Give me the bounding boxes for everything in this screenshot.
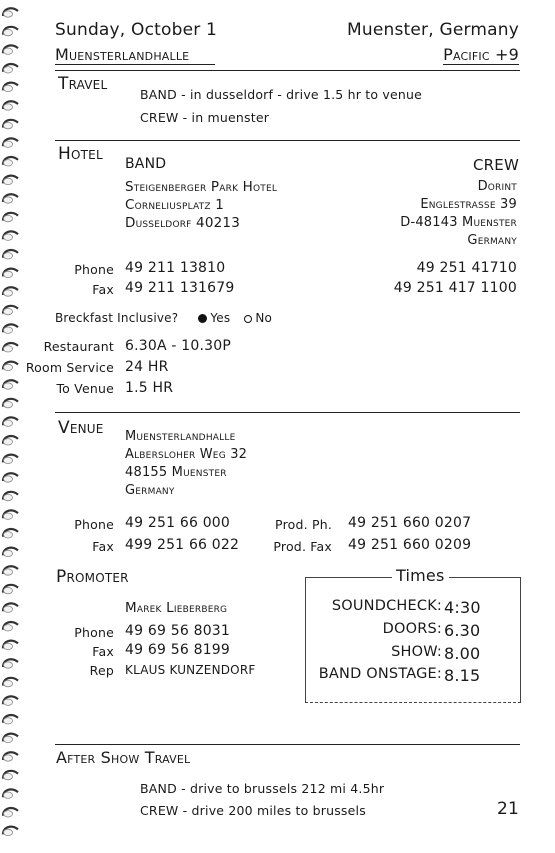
breakfast-yes-option[interactable] bbox=[198, 311, 230, 325]
spiral-hole bbox=[4, 271, 13, 277]
travel-band-text: in dusseldorf - drive 1.5 hr to venue bbox=[189, 87, 423, 102]
spiral-hole bbox=[4, 401, 13, 407]
spiral-hole bbox=[4, 346, 13, 352]
spiral-hole bbox=[4, 364, 13, 370]
spiral-hole bbox=[4, 811, 13, 817]
times-title: Times bbox=[392, 566, 449, 585]
spiral-hole bbox=[4, 29, 13, 35]
breakfast-question bbox=[55, 311, 272, 325]
after-show-title: After Show Travel bbox=[56, 748, 191, 767]
times-row-band-onstage bbox=[306, 666, 520, 688]
band-onstage-label: BAND ONSTAGE: bbox=[318, 666, 442, 682]
venue-prod-phone: 49 251 660 0207 bbox=[348, 515, 472, 531]
spiral-hole bbox=[4, 829, 13, 835]
spiral-hole bbox=[4, 160, 13, 166]
venue-address-country: Germany bbox=[125, 483, 175, 498]
spiral-hole bbox=[4, 718, 13, 724]
hotel-band-phone: 49 211 13810 bbox=[125, 260, 226, 276]
hotel-crew-name: Dorint bbox=[477, 179, 517, 194]
times-row-doors bbox=[306, 621, 520, 643]
header-venue-name: Muensterlandhalle bbox=[55, 45, 215, 65]
room-service-value: 24 HR bbox=[125, 359, 169, 375]
venue-fax-label: Fax bbox=[92, 539, 114, 554]
spiral-hole bbox=[4, 606, 13, 612]
spiral-hole bbox=[4, 234, 13, 240]
venue-prod-phone-label: Prod. Ph. bbox=[275, 517, 332, 532]
hotel-crew-street: Englestrasse 39 bbox=[420, 197, 517, 212]
spiral-hole bbox=[4, 532, 13, 538]
spiral-hole bbox=[4, 383, 13, 389]
breakfast-no-option[interactable] bbox=[244, 311, 272, 325]
promoter-fax: 49 69 56 8199 bbox=[125, 642, 231, 658]
breakfast-no-label: No bbox=[255, 311, 273, 325]
travel-band-line bbox=[140, 87, 422, 102]
restaurant-label: Restaurant bbox=[43, 339, 114, 354]
hotel-crew-city: D-48143 Muenster bbox=[400, 215, 517, 230]
spiral-hole bbox=[4, 197, 13, 203]
spiral-hole bbox=[4, 699, 13, 705]
spiral-hole bbox=[4, 253, 13, 259]
venue-prod-fax-label: Prod. Fax bbox=[273, 539, 332, 554]
hotel-phone-label: Phone bbox=[74, 262, 114, 277]
spiral-hole bbox=[4, 457, 13, 463]
after-show-crew-label: CREW - bbox=[140, 803, 188, 818]
spiral-hole bbox=[4, 792, 13, 798]
spiral-hole bbox=[4, 550, 13, 556]
hotel-rule bbox=[55, 140, 520, 141]
hotel-crew-phone: 49 251 41710 bbox=[416, 260, 517, 276]
spiral-hole bbox=[4, 439, 13, 445]
spiral-hole bbox=[4, 476, 13, 482]
spiral-binding bbox=[0, 0, 30, 853]
after-show-rule bbox=[55, 744, 520, 745]
page-number: 21 bbox=[496, 799, 519, 819]
after-show-band-line bbox=[140, 781, 384, 796]
spiral-hole bbox=[4, 587, 13, 593]
hotel-band-name: Steigenberger Park Hotel bbox=[125, 179, 278, 195]
hotel-band-heading: BAND bbox=[125, 156, 167, 172]
spiral-hole bbox=[4, 736, 13, 742]
spiral-hole bbox=[4, 773, 13, 779]
hotel-band-city: Dusseldorf 40213 bbox=[125, 215, 240, 231]
venue-fax: 499 251 66 022 bbox=[125, 537, 240, 553]
spiral-hole bbox=[4, 643, 13, 649]
promoter-phone-label: Phone bbox=[74, 625, 114, 640]
show-label: SHOW: bbox=[391, 644, 442, 660]
travel-title: Travel bbox=[58, 74, 108, 94]
venue-address-name: Muensterlandhalle bbox=[125, 429, 236, 444]
to-venue-label: To Venue bbox=[56, 381, 114, 396]
to-venue-value: 1.5 HR bbox=[125, 380, 174, 396]
soundcheck-value: 4:30 bbox=[444, 598, 481, 617]
travel-crew-text: in muenster bbox=[191, 110, 270, 125]
promoter-phone: 49 69 56 8031 bbox=[125, 623, 231, 639]
promoter-name: Marek Lieberberg bbox=[125, 600, 228, 616]
after-show-crew-text: drive 200 miles to brussels bbox=[191, 803, 366, 818]
hotel-crew-heading: CREW bbox=[472, 156, 519, 174]
breakfast-label: Breckfast Inclusive? bbox=[55, 311, 179, 325]
radio-filled-icon bbox=[198, 314, 207, 323]
page-date: Sunday, October 1 bbox=[55, 20, 218, 40]
travel-crew-label: CREW - bbox=[140, 110, 188, 125]
doors-value: 6.30 bbox=[444, 621, 481, 640]
travel-rule bbox=[55, 70, 520, 71]
venue-address-street: Albersloher Weg 32 bbox=[125, 447, 248, 462]
after-show-crew-line bbox=[140, 803, 366, 818]
venue-prod-fax: 49 251 660 0209 bbox=[348, 537, 472, 553]
times-box bbox=[305, 566, 521, 703]
spiral-hole bbox=[4, 755, 13, 761]
band-onstage-value: 8.15 bbox=[444, 666, 481, 685]
breakfast-yes-label: Yes bbox=[210, 311, 231, 325]
hotel-band-fax: 49 211 131679 bbox=[125, 280, 235, 296]
spiral-hole bbox=[4, 122, 13, 128]
spiral-hole bbox=[4, 290, 13, 296]
spiral-hole bbox=[4, 308, 13, 314]
hotel-crew-fax: 49 251 417 1100 bbox=[393, 280, 517, 296]
soundcheck-label: SOUNDCHECK: bbox=[331, 598, 442, 614]
spiral-hole bbox=[4, 569, 13, 575]
spiral-hole bbox=[4, 104, 13, 110]
promoter-fax-label: Fax bbox=[92, 644, 114, 659]
spiral-hole bbox=[4, 48, 13, 54]
spiral-hole bbox=[4, 680, 13, 686]
times-row-soundcheck bbox=[306, 598, 520, 620]
spiral-hole bbox=[4, 327, 13, 333]
spiral-hole bbox=[4, 178, 13, 184]
restaurant-value: 6.30A - 10.30P bbox=[125, 338, 232, 354]
hotel-crew-country: Germany bbox=[467, 233, 517, 248]
spiral-hole bbox=[4, 67, 13, 73]
promoter-rep: KLAUS KUNZENDORF bbox=[125, 663, 256, 677]
travel-band-label: BAND - bbox=[140, 87, 186, 102]
header-timezone: Pacific +9 bbox=[443, 45, 519, 64]
radio-empty-icon bbox=[244, 315, 252, 323]
venue-title: Venue bbox=[58, 418, 104, 438]
hotel-title: Hotel bbox=[58, 144, 103, 164]
spiral-hole bbox=[4, 215, 13, 221]
doors-label: DOORS: bbox=[382, 621, 442, 637]
venue-phone-label: Phone bbox=[74, 517, 114, 532]
venue-address-city: 48155 Muenster bbox=[125, 465, 227, 480]
spiral-hole bbox=[4, 420, 13, 426]
spiral-hole bbox=[4, 494, 13, 500]
promoter-rep-label: Rep bbox=[89, 663, 114, 678]
room-service-label: Room Service bbox=[25, 360, 114, 375]
show-value: 8.00 bbox=[444, 644, 481, 663]
hotel-band-street: Corneliusplatz 1 bbox=[125, 197, 225, 213]
after-show-band-label: BAND - bbox=[140, 781, 186, 796]
spiral-hole bbox=[4, 85, 13, 91]
spiral-hole bbox=[4, 662, 13, 668]
spiral-hole bbox=[4, 513, 13, 519]
page-city: Muenster, Germany bbox=[347, 20, 519, 40]
venue-phone: 49 251 66 000 bbox=[125, 515, 231, 531]
venue-rule bbox=[55, 412, 520, 413]
spiral-hole bbox=[4, 141, 13, 147]
after-show-band-text: drive to brussels 212 mi 4.5hr bbox=[189, 781, 385, 796]
hotel-fax-label: Fax bbox=[92, 282, 114, 297]
spiral-hole bbox=[4, 11, 13, 17]
times-row-show bbox=[306, 644, 520, 666]
promoter-title: Promoter bbox=[56, 567, 129, 587]
spiral-hole bbox=[4, 625, 13, 631]
travel-crew-line bbox=[140, 110, 269, 125]
